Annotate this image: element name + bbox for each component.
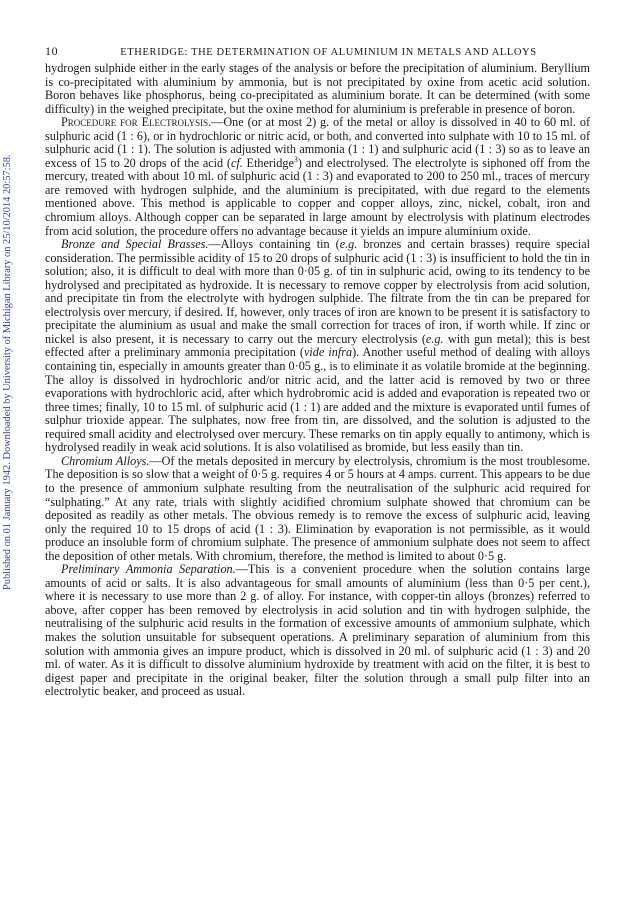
running-title: ETHERIDGE: THE DETERMINATION OF ALUMINIUM IN METALS AND ALLOYS [120,47,537,58]
running-header [45,44,590,59]
section-heading-electrolysis: Procedure for Electrolysis. [61,115,212,130]
paragraph-chromium: Chromium Alloys.—Of the metals deposited in mercury by electrolysis, chromium is the most troublesome. The deposition is so slow that a weight of 0·5 g. requires 4 or 5 hours at 4 amps. current. This appears to be due to the presence of ammonium sulphate resulting from the neutralisation of the sulphuric acid required for “sulphating.” At any rate, trials with slightly acidified chromium sulphate showed that chromium can be deposited as readily as other metals. The obvious remedy is to remove the excess of sulphuric acid, leaving only the required 10 to 15 drops of acid (1 : 3). Elimination by evaporation is not permissible, as it would produce an insoluble form of chromium sulphate. The presence of ammonium sulphate does not seem to affect the deposition of other metals. With chromium, therefore, the method is limited to about 0·5 g. [45,453,591,563]
download-notice-text: Published on 01 January 1942. Downloaded by University of Michigan Library on 25/10/2014 20:57:58. [2,154,13,590]
paragraph-boron: hydrogen sulphide either in the early stages of the analysis or before the precipitation of aluminium. Beryllium is co-precipitated with aluminium by ammonia, but is not precipitated by oxine from acetic acid solution. Boron behaves like phosphorus, being co-precipitated as aluminium borate. It can be determined (with some difficulty) in the weighed precipitate, but the oxine method for aluminium is preferable in presence of boron. [45,61,590,116]
reference-marker: 3 [293,154,298,164]
page-number: 10 [45,44,59,58]
section-heading-ammonia: Preliminary Ammonia Separation. [61,562,236,577]
paper-page [45,44,590,699]
paragraph-ammonia: Preliminary Ammonia Separation.—This is a convenient procedure when the solution contains large amounts of acid or salts. It is also advantageous for small amounts of aluminium (less than 0·5 per cent.), where it is necessary to use more than 2 g. of alloy. For instance, with copper-tin alloys (bronzes) referred to above, after copper has been removed by electrolysis in acid solution and tin with hydrogen sulphide, the neutralising of the sulphuric acid results in the formation of excessive amounts of ammonium sulphate, which makes the solution unsuitable for subsequent operations. A preliminary separation of aluminium from this solution with ammonia gives an impure product, which is dissolved in 20 ml. of sulphuric acid (1 : 3) and 20 ml. of water. As it is difficult to dissolve aluminium hydroxide by treatment with acid on the filter, it is best to digest paper and precipitate in the original beaker, filter the solution through a small pulp filter into an electrolytic beaker, and proceed as usual. [45,562,590,699]
download-notice [2,120,14,590]
section-heading-chromium: Chromium Alloys. [61,453,150,468]
paragraph-bronze: Bronze and Special Brasses.—Alloys containing tin (e.g. bronzes and certain brasses) require special consideration. The permissible acidity of 15 to 20 drops of sulphuric acid (1 : 3) is insufficient to hold the tin in solution; also, it is difficult to deal with more than 0·05 g. of tin in sulphuric acid, owing to its tendency to be hydrolysed and precipitated as hydroxide. It is necessary to remove copper by electrolysis from acid solution, and precipitate tin from the electrolyte with hydrogen sulphide. The filtrate from the tin can be prepared for electrolysis over mercury, if desired. If, however, only traces of iron are known to be present it is satisfactory to precipitate the aluminium as usual and make the small correction for traces of iron, if worth while. If zinc or nickel is also present, it is necessary to carry out the mercury electrolysis (e.g. with gun metal); this is best effected after a preliminary ammonia precipitation (vide infra). Another useful method of dealing with alloys containing tin, especially in amounts greater than 0·05 g., is to eliminate it as volatile bromide at the beginning. The alloy is dissolved in hydrochloric and/or nitric acid, and the latter acid is removed by two or three evaporations with hydrochloric acid, after which hydrobromic acid is added and evaporation is repeated two or three times; finally, 10 to 15 ml. of sulphuric acid (1 : 1) are added and the mixture is evaporated until fumes of sulphur trioxide appear. The sulphates, now free from tin, are dissolved, and the solution is adjusted to the required small acidity and electrolysed over mercury. These remarks on tin apply equally to antimony, which is hydrolysed readily in weak acid solutions. It is also volatilised as bromide, but less easily than tin. [45,237,591,455]
paragraph-electrolysis: Procedure for Electrolysis.—One (or at most 2) g. of the metal or alloy is dissolved in 40 to 60 ml. of sulphuric acid (1 : 6), or in hydrochloric or nitric acid, or both, and converted into sulphate with 10 to 15 ml. of sulphuric acid (1 : 1). The solution is adjusted with ammonia (1 : 1) and sulphuric acid (1 : 3) so as to leave an excess of 15 to 20 drops of the acid (cf. Etheridge$^3$) and electrolysed. The electrolyte is siphoned off from the mercury, treated with about 10 ml. of sulphuric acid (1 : 3) and evaporated to 200 to 250 ml., traces of mercury are removed with hydrogen sulphide, and the aluminium is precipitated, with due regard to the elements mentioned above. This method is applicable to copper and copper alloys, zinc, nickel, cobalt, iron and chromium alloys. Although copper can be separated in large amount by electrolysis with platinum electrodes from acid solution, the procedure offers no advantage because it yields an impure aluminium oxide. [45,115,591,238]
section-heading-bronze: Bronze and Special Brasses. [61,237,209,252]
